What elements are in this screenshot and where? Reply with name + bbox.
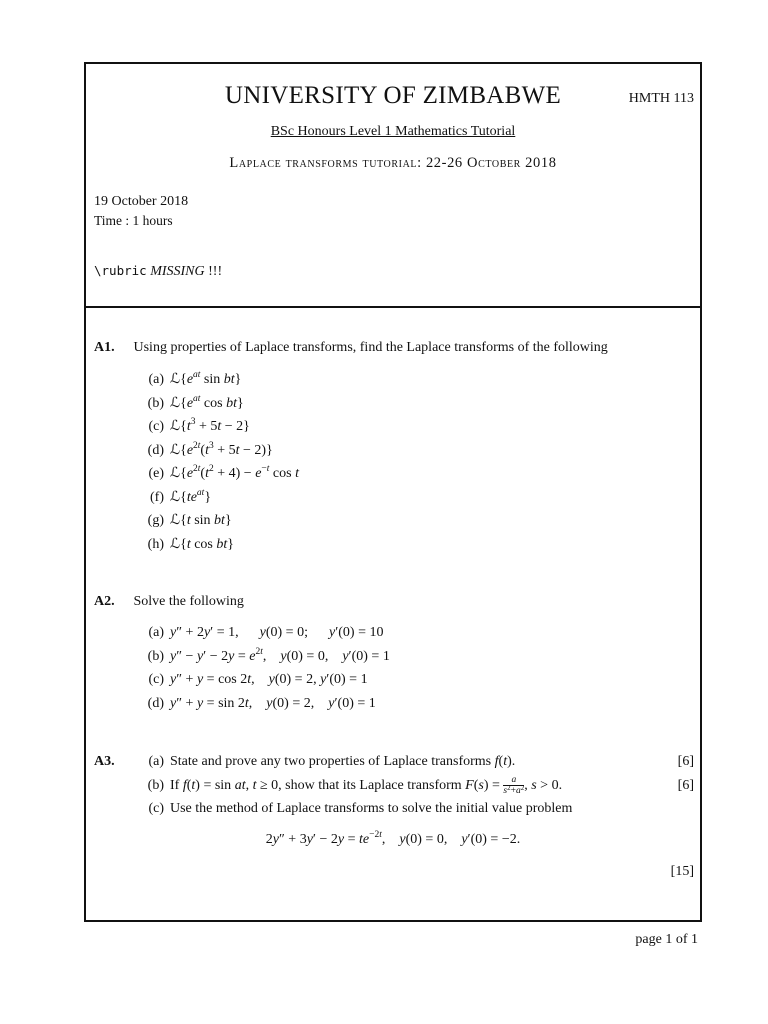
list-item	[138, 415, 299, 439]
tutorial-title: Laplace transforms tutorial: 22-26 October 2018	[229, 155, 557, 171]
a1-items	[138, 368, 299, 556]
math-expr: y″ + y = cos 2t, y(0) = 2, y′(0) = 1	[170, 672, 368, 687]
marks-a3c: [15]	[670, 864, 694, 879]
list-item	[138, 462, 299, 486]
list-item	[138, 645, 390, 669]
university-title: UNIVERSITY OF ZIMBABWE	[224, 82, 562, 109]
list-item	[138, 750, 658, 774]
item-label: (e)	[148, 466, 164, 481]
item-label: (d)	[147, 695, 164, 711]
item-label: (b)	[147, 395, 164, 411]
list-item	[138, 509, 299, 533]
list-item	[138, 533, 299, 557]
math-expr: $ℒ\{e^{2t}(t^2 + 4) - e^{-t}$ cos t	[170, 464, 299, 481]
list-item	[138, 668, 390, 692]
marks-a3a: [6]	[677, 754, 694, 769]
item-text: If f(t) = sin at, t ≥ 0, show that its Laplace transform F(s) = $\frac{a}{s^2+a^2}$ , s > 0.	[170, 774, 563, 796]
rubric-bang: !!!	[208, 264, 223, 279]
exam-header	[86, 64, 700, 308]
question-prompt: Solve the following	[133, 594, 244, 609]
question-label: A1.	[94, 340, 115, 355]
list-item	[138, 486, 299, 510]
list-item	[138, 368, 299, 392]
tutorial-subtitle: BSc Honours Level 1 Mathematics Tutorial	[270, 124, 516, 139]
course-code: HMTH 113	[628, 91, 694, 106]
question-a2	[94, 594, 244, 610]
list-item	[138, 797, 658, 821]
question-prompt: Using properties of Laplace transforms, find the Laplace transforms of the following	[133, 340, 608, 355]
exam-time: Time : 1 hours	[94, 213, 173, 228]
item-label: (c)	[148, 801, 164, 816]
item-label: (d)	[147, 442, 164, 458]
exam-date: 19 October 2018	[94, 194, 189, 209]
item-label: (c)	[148, 419, 164, 434]
a3-items	[138, 750, 658, 821]
question-label: A2.	[94, 594, 115, 609]
ivp-equation: $2y'' + 3y' - 2y = te^{-2t}$, y(0) = 0, y′(0) = −2.	[265, 830, 521, 847]
item-label: (a)	[148, 372, 164, 387]
item-text: Use the method of Laplace transforms to solve the initial value problem	[170, 801, 573, 816]
page-number: page 1 of 1	[635, 932, 698, 947]
exam-frame	[84, 62, 702, 922]
list-item	[138, 392, 299, 416]
item-label: (a)	[148, 754, 164, 769]
question-a1	[94, 340, 608, 356]
math-expr: $ℒ\{t^3 + 5t - 2\}$	[170, 417, 250, 434]
math-expr: $y'' - y' - 2y = e^{2t}$, y(0) = 0, y′(0) = 1	[170, 646, 390, 664]
math-expr: ℒ{t cos bt}	[170, 536, 234, 552]
math-expr: $ℒ\{te^{at}\}$	[170, 487, 212, 505]
item-label: (a)	[148, 625, 164, 640]
math-expr: $ℒ\{e^{at}$ sin bt}	[170, 370, 242, 387]
list-item	[138, 439, 299, 463]
list-item	[138, 774, 658, 798]
rubric-command: \rubric	[94, 263, 147, 278]
item-label: (f)	[150, 489, 164, 505]
marks-a3b: [6]	[677, 778, 694, 793]
math-expr: y″ + y = sin 2t, y(0) = 2, y′(0) = 1	[170, 695, 376, 711]
item-text: State and prove any two properties of Laplace transforms f(t).	[170, 754, 516, 769]
math-expr: y″ + 2y′ = 1, y(0) = 0; y′(0) = 10	[170, 625, 384, 640]
list-item	[138, 621, 390, 645]
rubric-missing: MISSING	[150, 264, 205, 279]
math-expr: ℒ{t sin bt}	[170, 513, 232, 528]
question-a3	[94, 754, 130, 770]
math-expr: $ℒ\{e^{2t}(t^3 + 5t - 2)\}$	[170, 440, 273, 458]
item-label: (c)	[148, 672, 164, 687]
list-item	[138, 692, 390, 716]
rubric-line	[94, 263, 222, 280]
item-label: (h)	[147, 536, 164, 552]
item-label: (b)	[147, 648, 164, 664]
question-label: A3.	[94, 754, 115, 769]
item-label: (g)	[147, 513, 164, 528]
item-label: (b)	[147, 777, 164, 793]
a2-items	[138, 621, 390, 715]
math-expr: $ℒ\{e^{at}$ cos bt}	[170, 393, 244, 411]
